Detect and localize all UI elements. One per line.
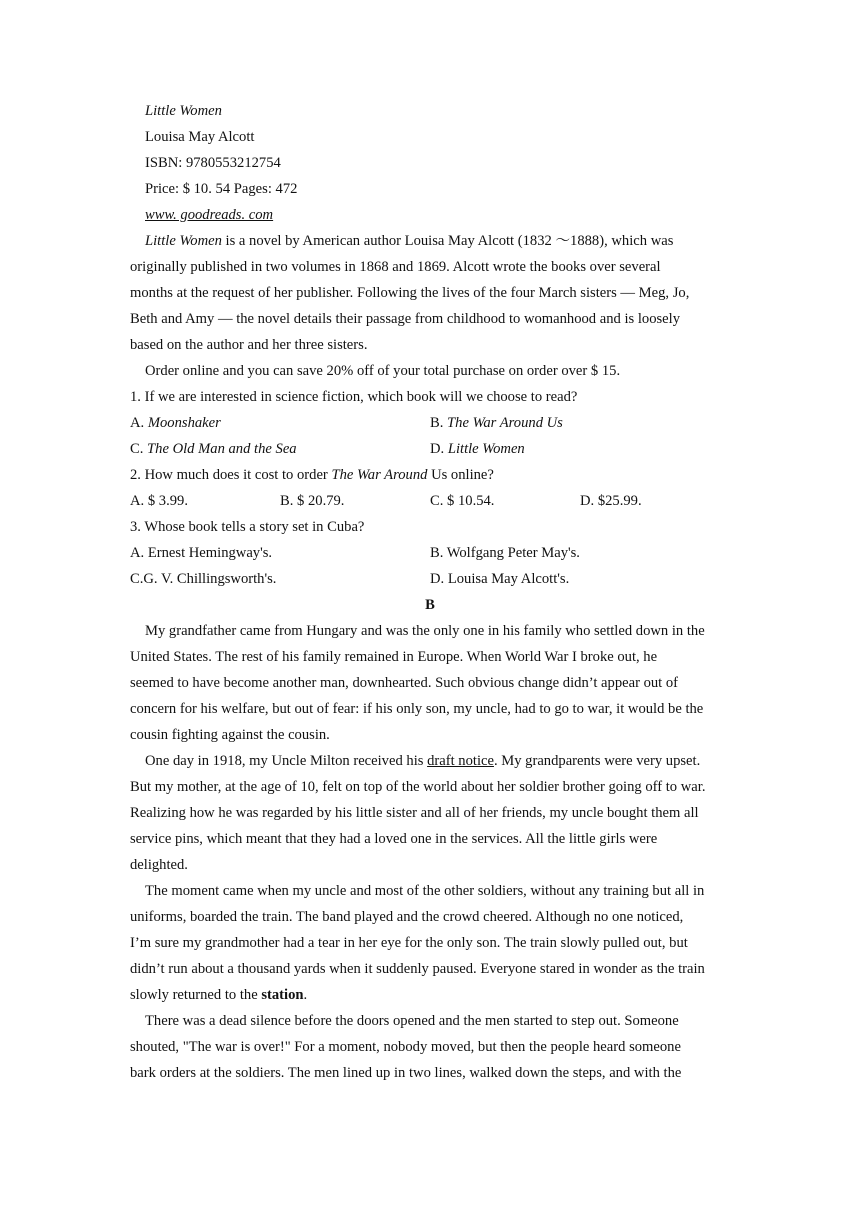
order-note: Order online and you can save 20% off of your total purchase on order over $ 15. <box>145 363 621 379</box>
q2-option-d: D. $25.99. <box>580 493 642 509</box>
book-desc-line-3: months at the request of her publisher. Following the lives of the four March sisters — Meg, Jo, <box>130 285 690 301</box>
station-bold: station <box>261 987 304 1003</box>
book-desc-line-5: based on the author and her three sisters. <box>130 337 368 353</box>
q2-option-c: C. $ 10.54. <box>430 493 495 509</box>
q3-option-c: C.G. V. Chillingsworth's. <box>130 571 277 587</box>
q2-option-a: A. $ 3.99. <box>130 493 188 509</box>
p2-line-1: One day in 1918, my Uncle Milton received his draft notice. My grandparents were very upset. <box>145 753 701 769</box>
q3-option-b: B. Wolfgang Peter May's. <box>430 545 580 561</box>
question-1: 1. If we are interested in science fiction, which book will we choose to read? <box>130 389 578 405</box>
book-desc-line-2: originally published in two volumes in 1868 and 1869. Alcott wrote the books over several <box>130 259 661 275</box>
document-page <box>130 98 730 1086</box>
p2-line-4: service pins, which meant that they had a loved one in the services. All the little girls were <box>130 831 658 847</box>
p1-line-4: concern for his welfare, but out of fear: if his only son, my uncle, had to go to war, it would be the <box>130 701 704 717</box>
p1-line-1: My grandfather came from Hungary and was the only one in his family who settled down in the <box>145 623 705 639</box>
p3-line-3: I’m sure my grandmother had a tear in her eye for the only son. The train slowly pulled out, but <box>130 935 688 951</box>
book-isbn: ISBN: 9780553212754 <box>145 155 281 171</box>
q3-option-d: D. Louisa May Alcott's. <box>430 571 570 587</box>
question-1-options-row-1 <box>130 410 730 436</box>
p2-line-2: But my mother, at the age of 10, felt on top of the world about her soldier brother going off to war. <box>130 779 706 795</box>
p2-line-3: Realizing how he was regarded by his little sister and all of her friends, my uncle bought them all <box>130 805 699 821</box>
p4-line-1: There was a dead silence before the doors opened and the men started to step out. Someone <box>145 1013 679 1029</box>
p2-line-5: delighted. <box>130 857 188 873</box>
q2-option-b: B. $ 20.79. <box>280 493 345 509</box>
question-2: 2. How much does it cost to order The War Around Us online? <box>130 467 494 483</box>
p4-line-2: shouted, "The war is over!" For a moment, nobody moved, but then the people heard someone <box>130 1039 681 1055</box>
p3-line-4: didn’t run about a thousand yards when it suddenly paused. Everyone stared in wonder as the train <box>130 961 705 977</box>
p1-line-3: seemed to have become another man, downhearted. Such obvious change didn’t appear out of <box>130 675 679 691</box>
q1-option-c: C. The Old Man and the Sea <box>130 441 297 457</box>
book-author: Louisa May Alcott <box>145 129 255 145</box>
question-3: 3. Whose book tells a story set in Cuba? <box>130 519 365 535</box>
section-b-heading: B <box>425 597 435 613</box>
p3-line-5: slowly returned to the station. <box>130 987 308 1003</box>
book-desc-line-1: Little Women is a novel by American author Louisa May Alcott (1832 〜1888), which was <box>145 233 674 249</box>
book-website: www. goodreads. com <box>145 207 274 223</box>
p3-line-1: The moment came when my uncle and most of the other soldiers, without any training but all in <box>145 883 705 899</box>
book-title: Little Women <box>145 103 222 119</box>
q3-option-a: A. Ernest Hemingway's. <box>130 545 273 561</box>
book-price-pages: Price: $ 10. 54 Pages: 472 <box>145 181 298 197</box>
question-3-options-row-2 <box>130 566 730 592</box>
draft-notice-underlined: draft notice <box>427 753 494 769</box>
p4-line-3: bark orders at the soldiers. The men lined up in two lines, walked down the steps, and with the <box>130 1065 682 1081</box>
book-desc-line-4: Beth and Amy — the novel details their passage from childhood to womanhood and is loosely <box>130 311 681 327</box>
question-2-options <box>130 488 730 514</box>
question-1-options-row-2 <box>130 436 730 462</box>
p1-line-5: cousin fighting against the cousin. <box>130 727 330 743</box>
p1-line-2: United States. The rest of his family remained in Europe. When World War I broke out, he <box>130 649 658 665</box>
q1-option-d: D. Little Women <box>430 441 525 457</box>
q1-option-b: B. The War Around Us <box>430 415 563 431</box>
question-3-options-row-1 <box>130 540 730 566</box>
p3-line-2: uniforms, boarded the train. The band played and the crowd cheered. Although no one noticed, <box>130 909 684 925</box>
q1-option-a: A. Moonshaker <box>130 415 221 431</box>
